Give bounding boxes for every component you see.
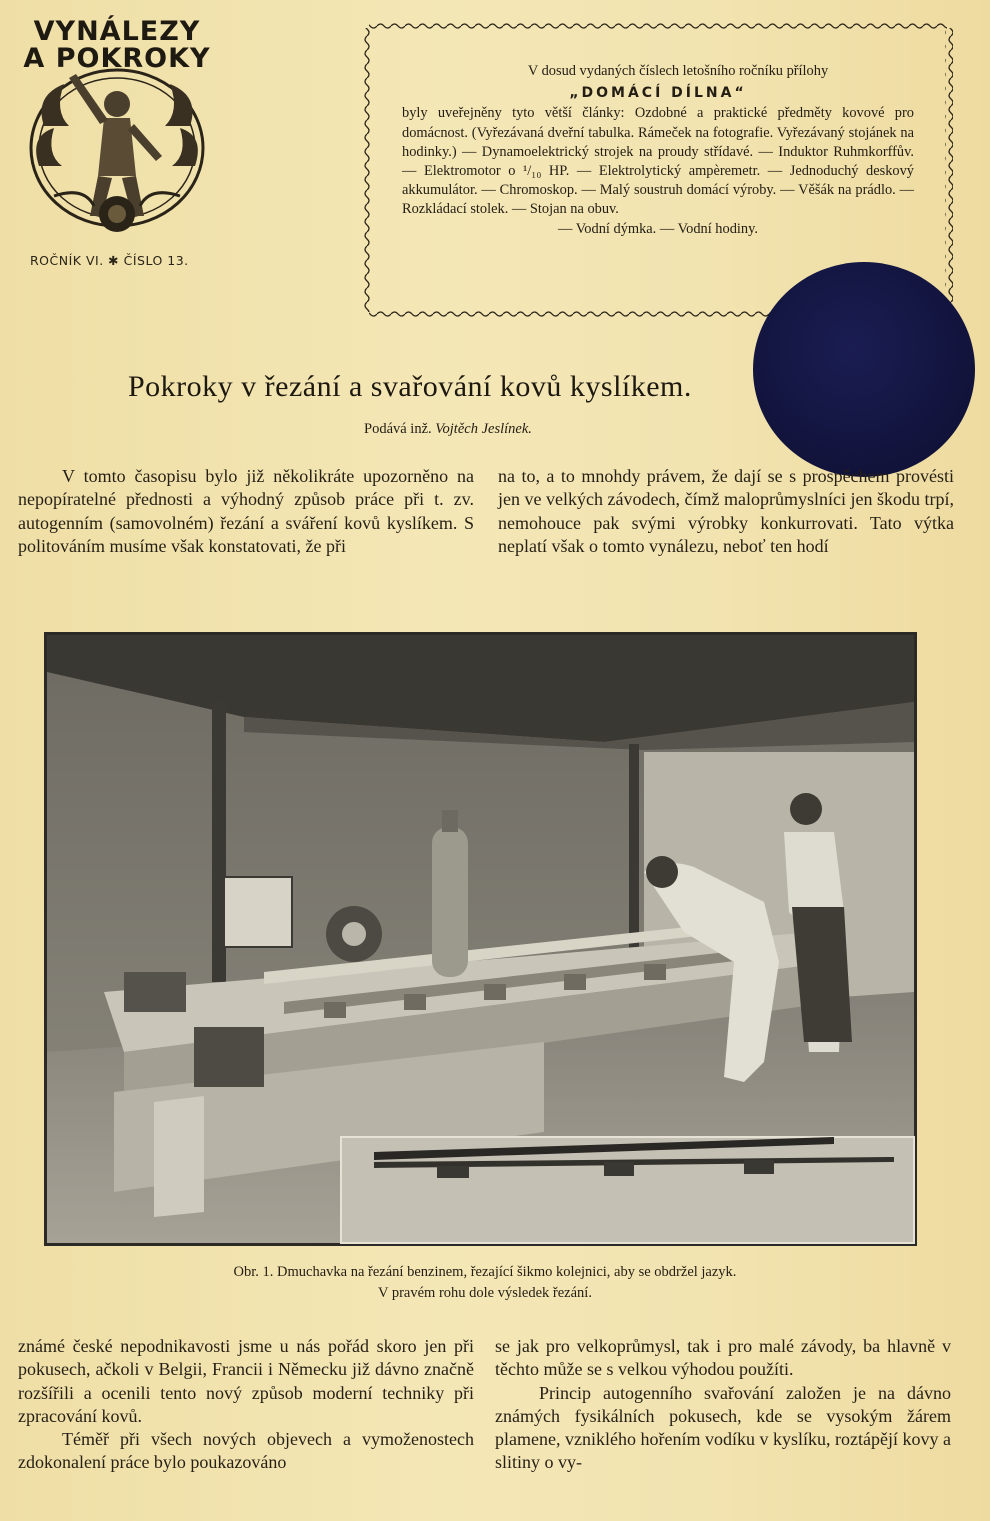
issue-number: ROČNÍK VI. ✱ ČÍSLO 13.	[30, 253, 189, 268]
column-top-left	[18, 465, 474, 558]
caption-line-2: V pravém rohu dole výsledek řezání.	[378, 1285, 592, 1301]
article-title: Pokroky v řezání a svařování kovů kyslíkem.	[128, 370, 692, 403]
caption-line-1: Obr. 1. Dmuchavka na řezání benzinem, řezající šikmo kolejnici, aby se obdržel jazyk.	[233, 1264, 737, 1280]
column-bottom-left	[18, 1335, 474, 1475]
column-bottom-right	[495, 1335, 951, 1475]
notice-heading: „DOMÁCÍ DÍLNA“	[569, 85, 747, 102]
article-byline	[364, 421, 532, 438]
logo-line-2: A POKROKY	[23, 43, 211, 74]
column-top-right	[498, 465, 954, 558]
figure-photo	[44, 632, 917, 1246]
notice-box	[402, 62, 914, 239]
notice-body: byly uveřejněny tyto větší články: Ozdobné a praktické předměty kovové pro domácnost. (Vyřezávaná dveřní tabulka. Rámeček na fotografie. Vyřezávaný stojánek na hodinky.) — Dynamoelektrický strojek na proudy střídavé. — Induktor Ruhmkorffův. — Elektromotor o ¹/₁₀ HP. — Elektrolytický ampèremetr. — Jednoduchý deskový akkumulátor. — Chromoskop. — Malý soustruh domácí výroby. — Věšák na prádlo. — Rozkládací stolek. — Stojan na obuv.	[402, 105, 914, 218]
paragraph: Téměř při všech nových objevech a vymoženostech zdokonalení práce bylo poukazováno	[18, 1429, 474, 1473]
emblem-figure-icon	[24, 66, 210, 234]
paragraph: Princip autogenního svařování založen je na dávno známých fysikálních pokusech, kde se vysokým žárem plamene, vzniklého hořením vodíku v kyslíku, roztápějí kovy a slitiny o vy-	[495, 1382, 951, 1473]
masthead-logo	[22, 18, 212, 233]
notice-lead: V dosud vydaných číslech letošního ročníku přílohy	[527, 63, 829, 79]
figure-caption	[60, 1262, 910, 1304]
byline-prefix: Podává inž.	[364, 421, 432, 437]
byline-author: Vojtěch Jeslínek.	[435, 421, 532, 437]
paragraph: na to, a to mnohdy právem, že dají se s prospěchem provésti jen ve velkých závodech, čímž maloprůmyslníci jen škodu trpí, nemohouce pak svými výrobky konkurrovati. Tato výtka neplatí však o tomto vynálezu, neboť ten hodí	[498, 466, 954, 556]
notice-tail: — Vodní dýmka. — Vodní hodiny.	[558, 220, 758, 237]
ink-blot	[753, 262, 975, 477]
paragraph: V tomto časopisu bylo již několikráte upozorněno na nepopíratelné přednosti a výhodný způsob práce při t. zv. autogenním (samovolném) řezání a sváření kovů kyslíkem. S politováním musíme však konstatovati, že při	[18, 466, 474, 556]
logo-line-1: VYNÁLEZY	[33, 16, 201, 47]
paragraph: známé české nepodnikavosti jsme u nás pořád skoro jen při pokusech, ačkoli v Belgii, Francii i Německu již dávno značně rozšířili a ocenili tento nový způsob moderní techniky při zpracování kovů.	[18, 1336, 474, 1426]
logo-title	[22, 18, 212, 72]
paragraph: se jak pro velkoprůmysl, tak i pro malé závody, ba hlavně v těchto může se s velkou výhodou použíti.	[495, 1336, 951, 1380]
